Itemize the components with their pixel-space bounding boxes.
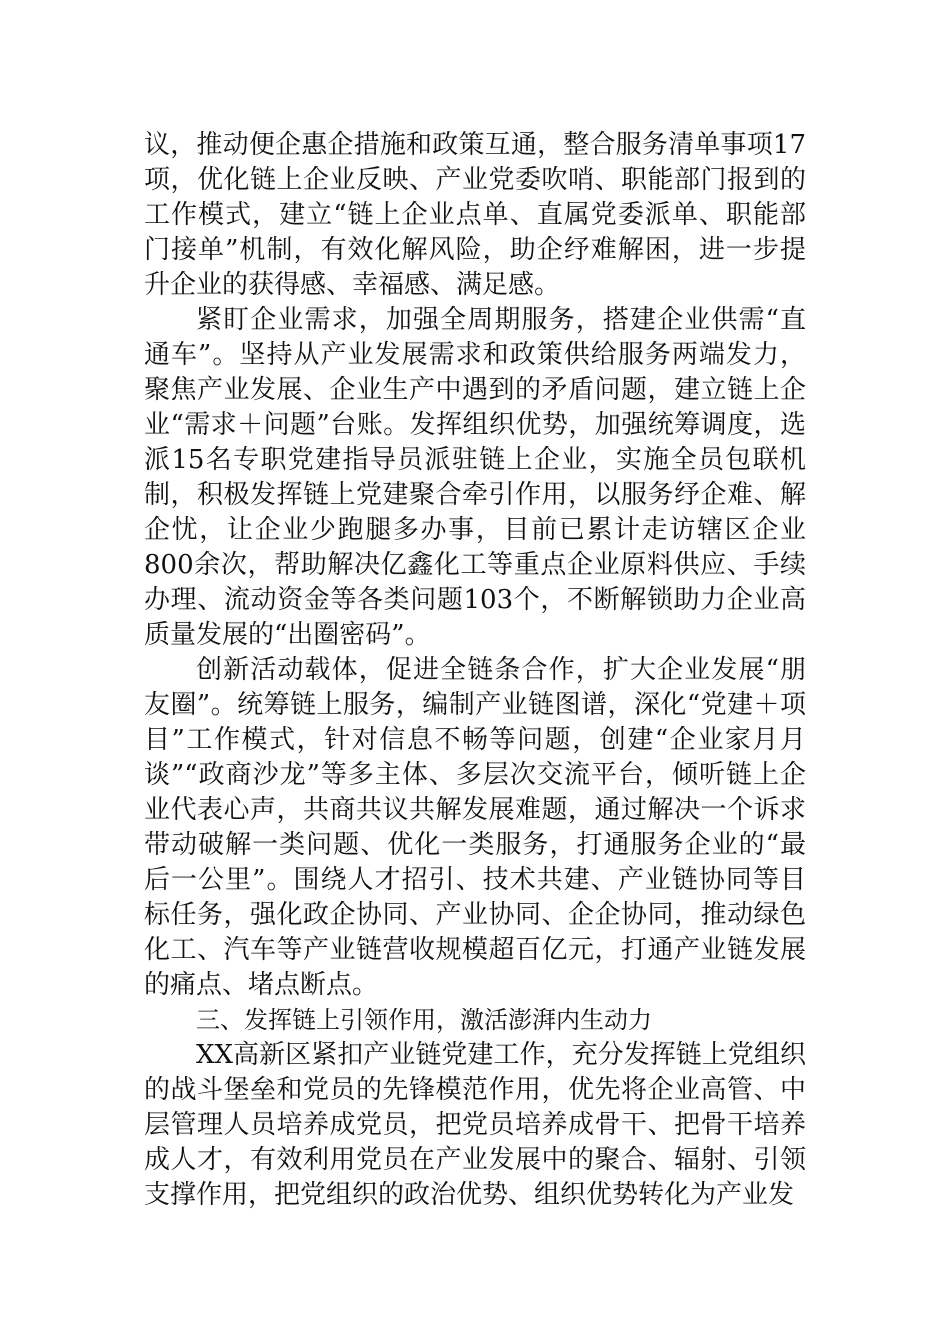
section-heading: 三、发挥链上引领作用，激活澎湃内生动力 <box>196 1006 652 1034</box>
paragraph-activity-carrier: 创新活动载体，促进全链条合作，扩大企业发展“朋友圈”。统筹链上服务，编制产业链图谱，深化“党建＋项目”工作模式，针对信息不畅等问题，创建“企业家月月谈”“政商沙龙”等多主体、多层次交流平台，倾听链上企业代表心声，共商共议共解发展难题，通过解决一个诉求带动破解一类问题、优化一类服务，打通服务企业的“最后一公里”。围绕人才招引、技术共建、产业链协同等目标任务，强化政企协同、产业协同、企企协同，推动绿色化工、汽车等产业链营收规模超百亿元，打通产业链发展的痛点、堵点断点。 <box>144 655 806 1000</box>
document-body <box>144 128 806 1213</box>
paragraph-enterprise-needs: 紧盯企业需求，加强全周期服务，搭建企业供需“直通车”。坚持从产业发展需求和政策供给服务两端发力，聚焦产业发展、企业生产中遇到的矛盾问题，建立链上企业“需求＋问题”台账。发挥组织优势，加强统筹调度，选派15名专职党建指导员派驻链上企业，实施全员包联机制，积极发挥链上党建聚合牵引作用，以服务纾企难、解企忧，让企业少跑腿多办事，目前已累计走访辖区企业800余次，帮助解决亿鑫化工等重点企业原料供应、手续办理、流动资金等各类问题103个，不断解锁助力企业高质量发展的“出圈密码”。 <box>144 305 806 650</box>
paragraph-continuation: 议，推动便企惠企措施和政策互通，整合服务清单事项17项，优化链上企业反映、产业党委吹哨、职能部门报到的工作模式，建立“链上企业点单、直属党委派单、职能部门接单”机制，有效化解风险，助企纾难解困，进一步提升企业的获得感、幸福感、满足感。 <box>144 130 806 300</box>
paragraph-closing: XX高新区紧扣产业链党建工作，充分发挥链上党组织的战斗堡垒和党员的先锋模范作用，优先将企业高管、中层管理人员培养成党员，把党员培养成骨干、把骨干培养成人才，有效利用党员在产业发展中的聚合、辐射、引领支撑作用，把党组织的政治优势、组织优势转化为产业发 <box>144 1040 806 1210</box>
